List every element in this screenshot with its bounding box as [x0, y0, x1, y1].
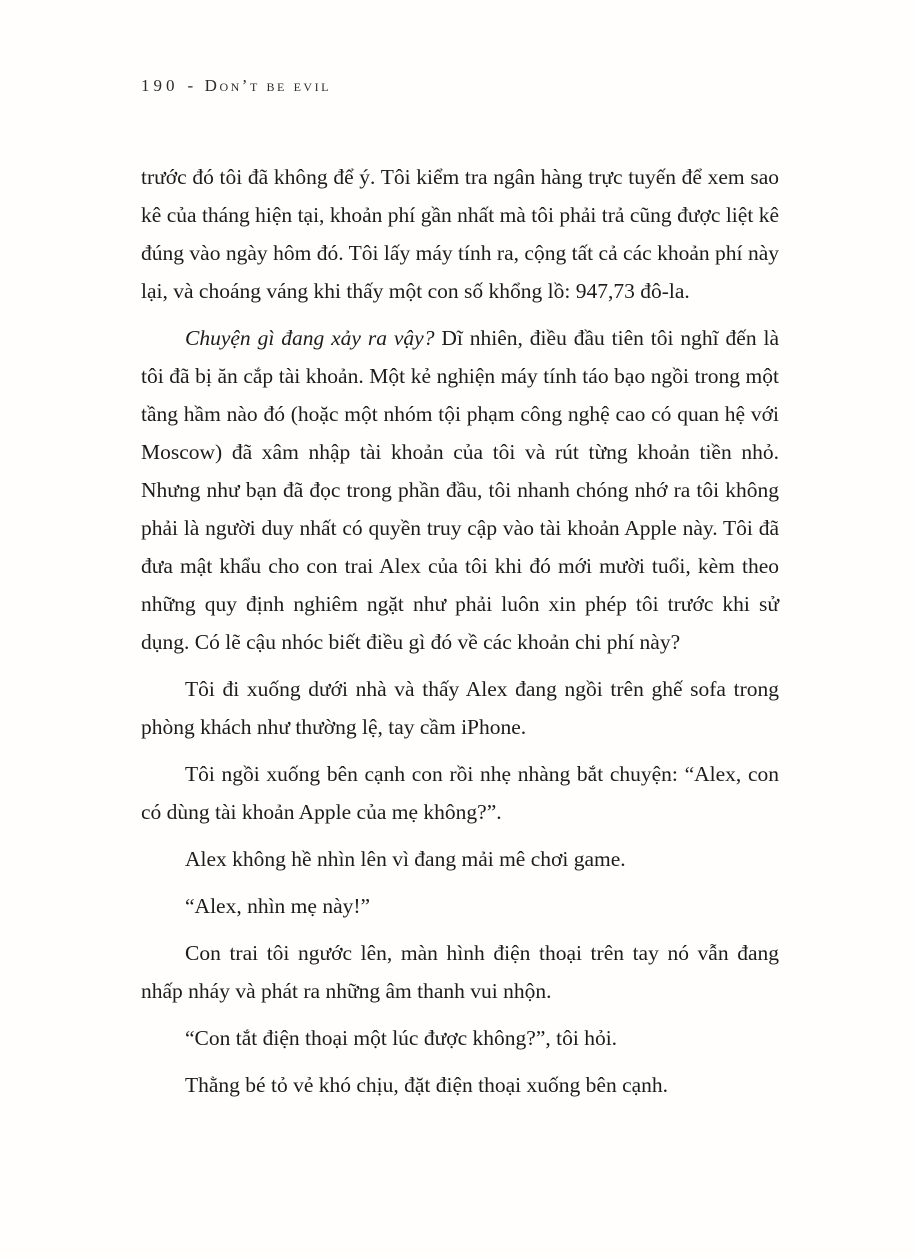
paragraph-4: Tôi ngồi xuống bên cạnh con rồi nhẹ nhàng bắt chuyện: “Alex, con có dùng tài khoản Apple của mẹ không?”. — [141, 762, 779, 824]
paragraph-2 — [141, 319, 779, 661]
page-header — [141, 76, 331, 96]
paragraph-3: Tôi đi xuống dưới nhà và thấy Alex đang ngồi trên ghế sofa trong phòng khách như thường lệ, tay cầm iPhone. — [141, 677, 779, 739]
paragraph-5: Alex không hề nhìn lên vì đang mải mê chơi game. — [185, 847, 626, 871]
paragraph-9: Thằng bé tỏ vẻ khó chịu, đặt điện thoại xuống bên cạnh. — [185, 1073, 669, 1097]
italic-phrase: Chuyện gì đang xảy ra vậy? — [185, 326, 435, 350]
paragraph-2-rest: Dĩ nhiên, điều đầu tiên tôi nghĩ đến là tôi đã bị ăn cắp tài khoản. Một kẻ nghiện máy tính táo bạo ngồi trong một tầng hầm nào đó (hoặc một nhóm tội phạm công nghệ cao có quan hệ với Moscow) đã xâm nhập tài khoản của tôi và rút từng khoản tiền nhỏ. Nhưng như bạn đã đọc trong phần đầu, tôi nhanh chóng nhớ ra tôi không phải là người duy nhất có quyền truy cập vào tài khoản Apple này. Tôi đã đưa mật khẩu cho con trai Alex của tôi khi đó mới mười tuổi, kèm theo những quy định nghiêm ngặt như phải luôn xin phép tôi trước khi sử dụng. Có lẽ cậu nhóc biết điều gì đó về các khoản chi phí này? — [141, 326, 779, 654]
book-title: Don’t be evil — [204, 76, 331, 95]
paragraph-7: Con trai tôi ngước lên, màn hình điện thoại trên tay nó vẫn đang nhấp nháy và phát ra những âm thanh vui nhộn. — [141, 941, 779, 1003]
page-number: 190 — [141, 76, 179, 95]
paragraph-6: “Alex, nhìn mẹ này!” — [185, 894, 371, 918]
paragraph-8: “Con tắt điện thoại một lúc được không?”, tôi hỏi. — [185, 1026, 618, 1050]
header-separator: - — [187, 76, 196, 95]
paragraph-1: trước đó tôi đã không để ý. Tôi kiểm tra ngân hàng trực tuyến để xem sao kê của tháng hiện tại, khoản phí gần nhất mà tôi phải trả cũng được liệt kê đúng vào ngày hôm đó. Tôi lấy máy tính ra, cộng tất cả các khoản phí này lại, và choáng váng khi thấy một con số khổng lồ: 947,73 đô-la. — [141, 165, 779, 303]
page-body — [141, 158, 779, 1113]
